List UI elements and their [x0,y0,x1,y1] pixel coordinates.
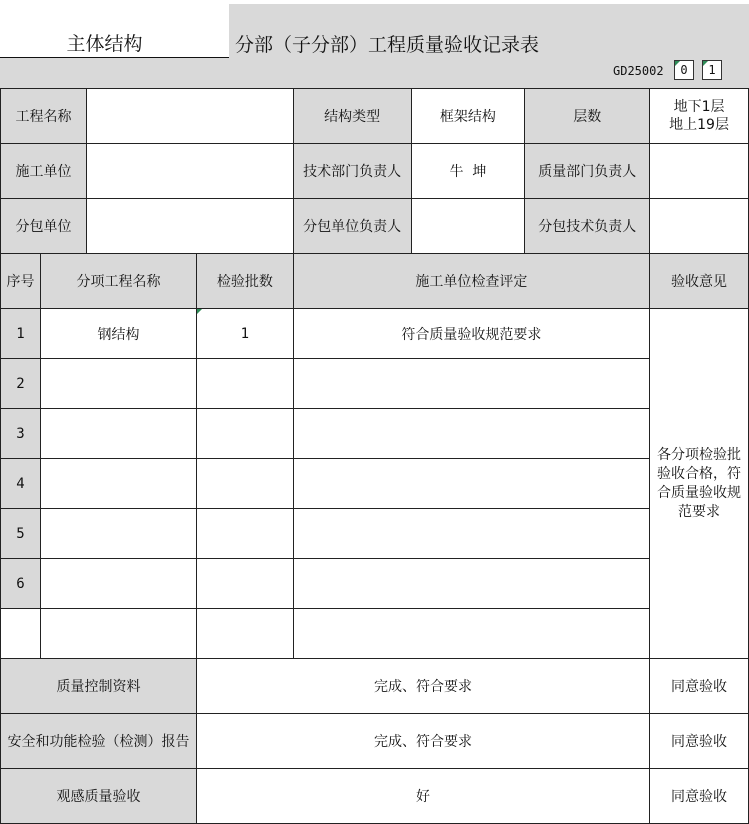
structure-type-cell[interactable]: 框架结构 [411,89,525,144]
contractor-cell[interactable] [86,144,293,199]
quality-head-cell[interactable] [650,144,749,199]
summary-label: 观感质量验收 [1,769,197,824]
code-digit-1: 0 [680,63,688,77]
code-digit-box-1[interactable] [674,60,694,80]
info-row-subcontractor [1,199,749,254]
cell-marker-icon [703,61,708,66]
item-name-cell[interactable] [40,509,196,559]
item-batches-cell[interactable] [196,609,293,659]
item-seq: 2 [1,359,41,409]
item-name-cell[interactable] [40,559,196,609]
tech-head-cell[interactable]: 牛 坤 [411,144,525,199]
item-row [1,459,749,509]
form-title: 分部（子分部）工程质量验收记录表 [235,34,540,56]
item-name-cell[interactable] [40,459,196,509]
summary-opinion-cell[interactable]: 同意验收 [650,714,749,769]
header-left-strip [0,58,229,88]
seq-header: 序号 [1,254,41,309]
summary-result-cell[interactable]: 好 [196,769,649,824]
summary-label: 安全和功能检验（检测）报告 [1,714,197,769]
summary-opinion-cell[interactable]: 同意验收 [650,769,749,824]
summary-result-cell[interactable]: 完成、符合要求 [196,659,649,714]
items-opinion-cell[interactable]: 各分项检验批验收合格，符合质量验收规范要求 [650,309,749,659]
floors-cell[interactable]: 地下1层 地上19层 [650,89,749,144]
summary-row-quality-docs [1,659,749,714]
item-batches-cell[interactable] [196,359,293,409]
subcontractor-label: 分包单位 [1,199,87,254]
item-batches-cell[interactable] [196,559,293,609]
item-check-cell[interactable] [293,559,649,609]
summary-label: 质量控制资料 [1,659,197,714]
summary-opinion-cell[interactable]: 同意验收 [650,659,749,714]
item-name-cell[interactable] [40,609,196,659]
item-row [1,559,749,609]
summary-row-safety-report [1,714,749,769]
item-row [1,609,749,659]
item-seq: 6 [1,559,41,609]
item-row [1,359,749,409]
structure-type-label: 结构类型 [293,89,411,144]
item-check-cell[interactable] [293,359,649,409]
item-row [1,309,749,359]
form-code: GD25002 [613,64,664,78]
code-digit-2: 1 [708,63,716,77]
info-row-project [1,89,749,144]
item-batches-cell[interactable] [196,459,293,509]
sub-head-cell[interactable] [411,199,525,254]
item-batches-cell[interactable] [196,409,293,459]
sub-head-label: 分包单位负责人 [293,199,411,254]
contractor-label: 施工单位 [1,144,87,199]
opinion-header: 验收意见 [650,254,749,309]
tech-head-label: 技术部门负责人 [293,144,411,199]
floors-label: 层数 [525,89,650,144]
subcontractor-cell[interactable] [86,199,293,254]
item-batches-cell[interactable] [196,509,293,559]
item-batches-cell[interactable] [196,309,293,359]
item-seq: 3 [1,409,41,459]
code-digit-box-2[interactable] [702,60,722,80]
acceptance-record-table [0,88,749,824]
item-check-cell[interactable] [293,459,649,509]
item-check-cell[interactable] [293,609,649,659]
item-name-cell[interactable] [40,409,196,459]
item-name-cell[interactable]: 钢结构 [40,309,196,359]
form-header [0,0,749,88]
sub-tech-head-cell[interactable] [650,199,749,254]
item-name-cell[interactable] [40,359,196,409]
item-check-cell[interactable] [293,409,649,459]
item-check-cell[interactable]: 符合质量验收规范要求 [293,309,649,359]
item-seq: 4 [1,459,41,509]
item-row [1,509,749,559]
info-row-contractor [1,144,749,199]
check-header: 施工单位检查评定 [293,254,649,309]
item-seq: 1 [1,309,41,359]
section-name[interactable]: 主体结构 [0,30,229,58]
quality-head-label: 质量部门负责人 [525,144,650,199]
item-batches-value: 1 [240,325,250,342]
items-header-row [1,254,749,309]
batches-header: 检验批数 [196,254,293,309]
cell-marker-icon [197,309,202,314]
item-row [1,409,749,459]
item-check-cell[interactable] [293,509,649,559]
item-seq [1,609,41,659]
summary-result-cell[interactable]: 完成、符合要求 [196,714,649,769]
item-seq: 5 [1,509,41,559]
sub-tech-head-label: 分包技术负责人 [525,199,650,254]
item-name-header: 分项工程名称 [40,254,196,309]
summary-row-appearance [1,769,749,824]
project-name-cell[interactable] [86,89,293,144]
project-name-label: 工程名称 [1,89,87,144]
cell-marker-icon [675,61,680,66]
